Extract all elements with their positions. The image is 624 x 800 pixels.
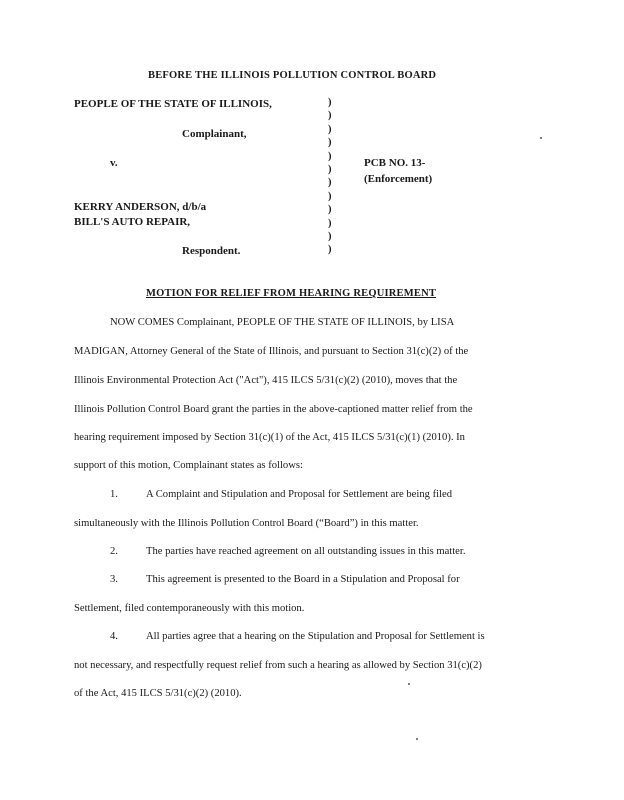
paren: ) <box>328 244 332 256</box>
item-line: All parties agree that a hearing on the Stipulation and Proposal for Settlement is <box>146 631 485 642</box>
item-line: simultaneously with the Illinois Pollution Control Board (“Board”) in this matter. <box>74 518 419 529</box>
paren: ) <box>328 110 332 122</box>
item-number: 3. <box>110 574 118 585</box>
versus: v. <box>110 157 118 169</box>
item-number: 2. <box>110 546 118 557</box>
plaintiff-role: Complainant, <box>182 128 247 140</box>
paren: ) <box>328 190 332 202</box>
paren: ) <box>328 137 332 149</box>
paren: ) <box>328 123 332 135</box>
paren: ) <box>328 217 332 229</box>
item-line: The parties have reached agreement on all outstanding issues in this matter. <box>146 546 466 557</box>
intro-line: support of this motion, Complainant states as follows: <box>74 460 303 471</box>
item-line: Settlement, filed contemporaneously with this motion. <box>74 603 305 614</box>
board-title: BEFORE THE ILLINOIS POLLUTION CONTROL BOARD <box>148 70 437 81</box>
defendant-role: Respondent. <box>182 245 241 257</box>
defendant-name-line1: KERRY ANDERSON, d/b/a <box>74 201 207 213</box>
paren: ) <box>328 177 332 189</box>
paren: ) <box>328 150 332 162</box>
intro-line: Illinois Environmental Protection Act ("Act"), 415 ILCS 5/31(c)(2) (2010), moves that the <box>74 375 458 386</box>
item-line: A Complaint and Stipulation and Proposal for Settlement are being filed <box>146 489 452 500</box>
item-line: of the Act, 415 ILCS 5/31(c)(2) (2010). <box>74 688 242 699</box>
scan-speck <box>416 738 418 740</box>
case-number: PCB NO. 13- <box>364 157 426 169</box>
paren: ) <box>328 204 332 216</box>
intro-line: hearing requirement imposed by Section 31(c)(1) of the Act, 415 ILCS 5/31(c)(1) (2010). In <box>74 432 465 443</box>
paren: ) <box>328 97 332 108</box>
scan-speck <box>540 137 542 139</box>
defendant-name-line2: BILL'S AUTO REPAIR, <box>74 216 191 228</box>
scan-speck <box>408 683 410 685</box>
paren: ) <box>328 230 332 242</box>
intro-line: MADIGAN, Attorney General of the State of Illinois, and pursuant to Section 31(c)(2) of the <box>74 346 469 357</box>
item-number: 1. <box>110 489 118 500</box>
paren: ) <box>328 163 332 175</box>
intro-line: NOW COMES Complainant, PEOPLE OF THE STATE OF ILLINOIS, by LISA <box>110 317 455 328</box>
case-type: (Enforcement) <box>364 173 433 185</box>
item-number: 4. <box>110 631 118 642</box>
item-line: not necessary, and respectfully request relief from such a hearing as allowed by Section 31(c)(2) <box>74 660 482 671</box>
item-line: This agreement is presented to the Board in a Stipulation and Proposal for <box>146 574 460 585</box>
caption-parentheses <box>328 96 332 257</box>
intro-line: Illinois Pollution Control Board grant the parties in the above-captioned matter relief from the <box>74 404 473 415</box>
motion-title: MOTION FOR RELIEF FROM HEARING REQUIREMENT <box>146 288 437 299</box>
plaintiff-name: PEOPLE OF THE STATE OF ILLINOIS, <box>74 98 272 110</box>
